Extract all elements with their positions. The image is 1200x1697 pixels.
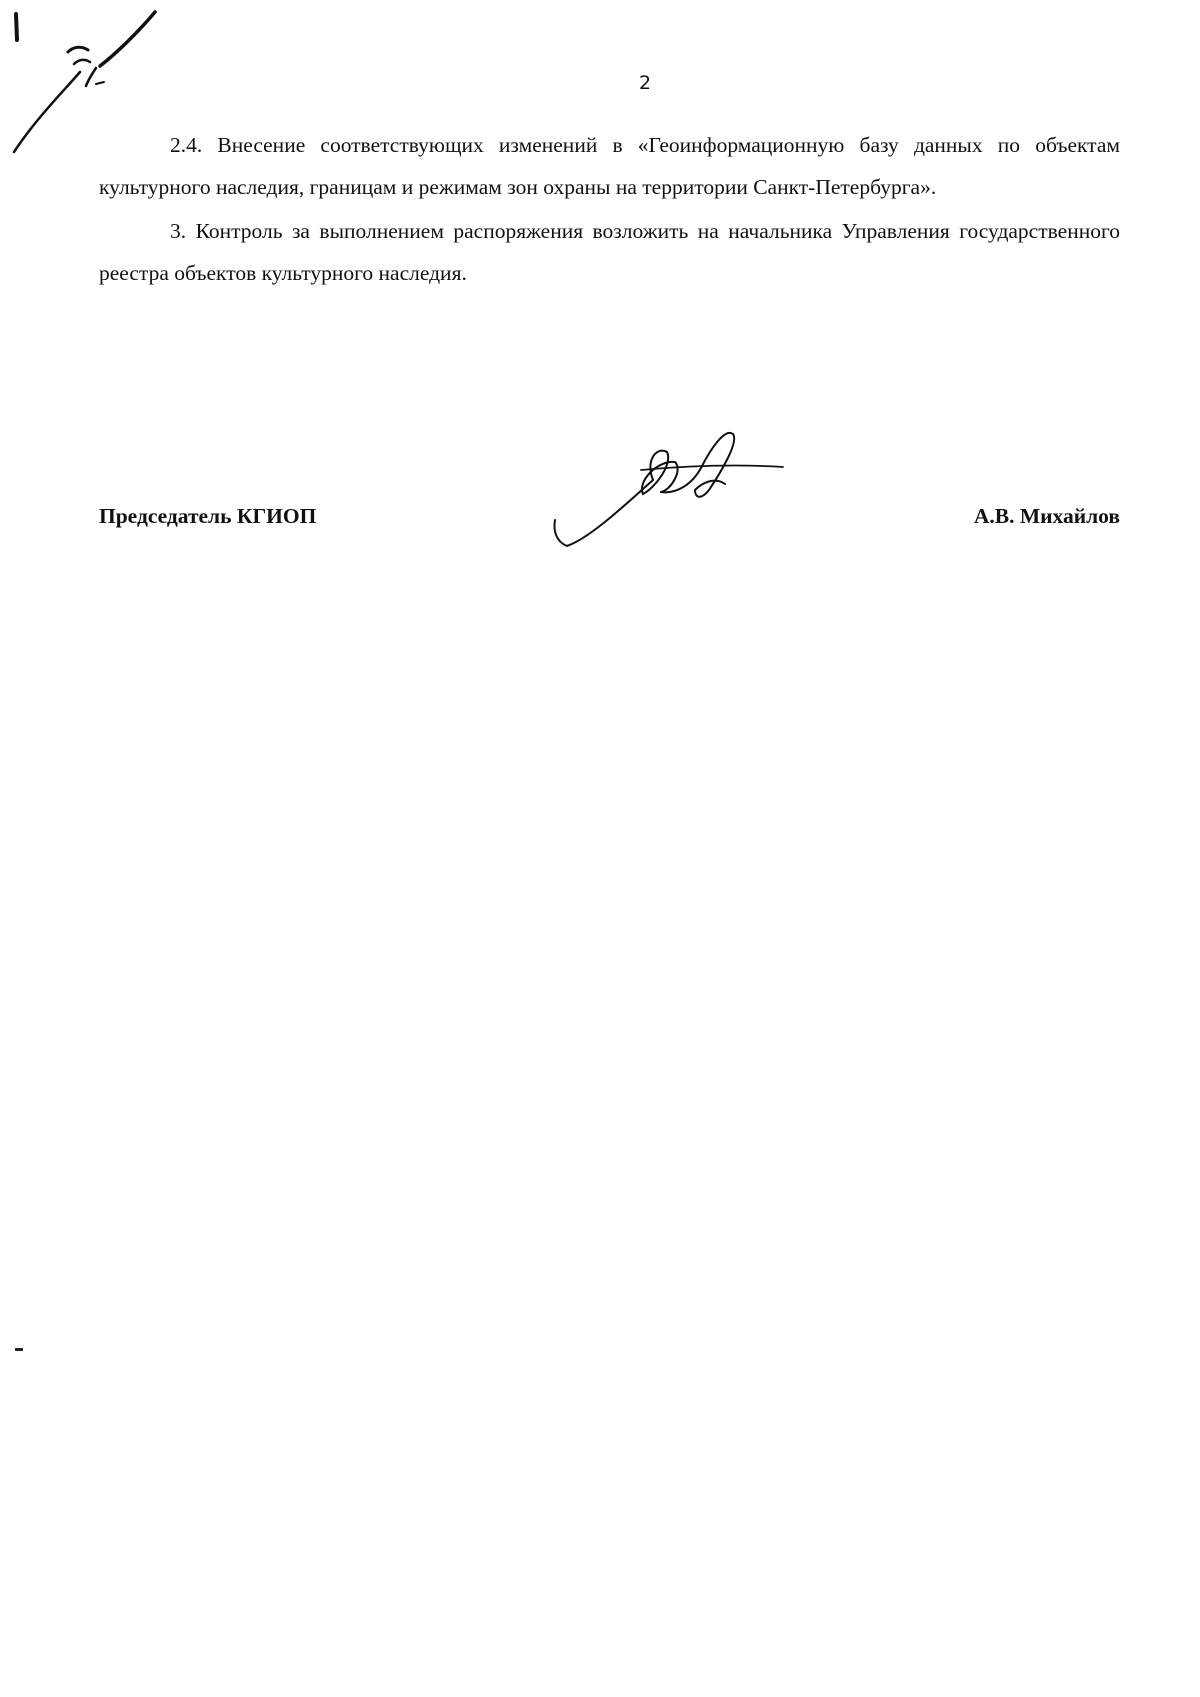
scan-artifact-mark [15, 1348, 23, 1351]
signatory-title: Председатель КГИОП [99, 504, 317, 528]
paragraph-3: 3. Контроль за выполнением распоряжения возложить на начальника Управления государственного реестра объектов культурного наследия. [99, 219, 1120, 285]
handwritten-signature [545, 420, 795, 560]
document-body [99, 124, 1120, 294]
page-number: 2 [638, 72, 652, 94]
signature-block [99, 504, 1120, 536]
signatory-name: А.В. Михайлов [973, 504, 1120, 528]
paragraph-2-4: 2.4. Внесение соответствующих изменений в «Геоинформационную базу данных по объектам культурного наследия, границам и режимам зон охраны на территории Санкт-Петербурга». [99, 133, 1120, 199]
